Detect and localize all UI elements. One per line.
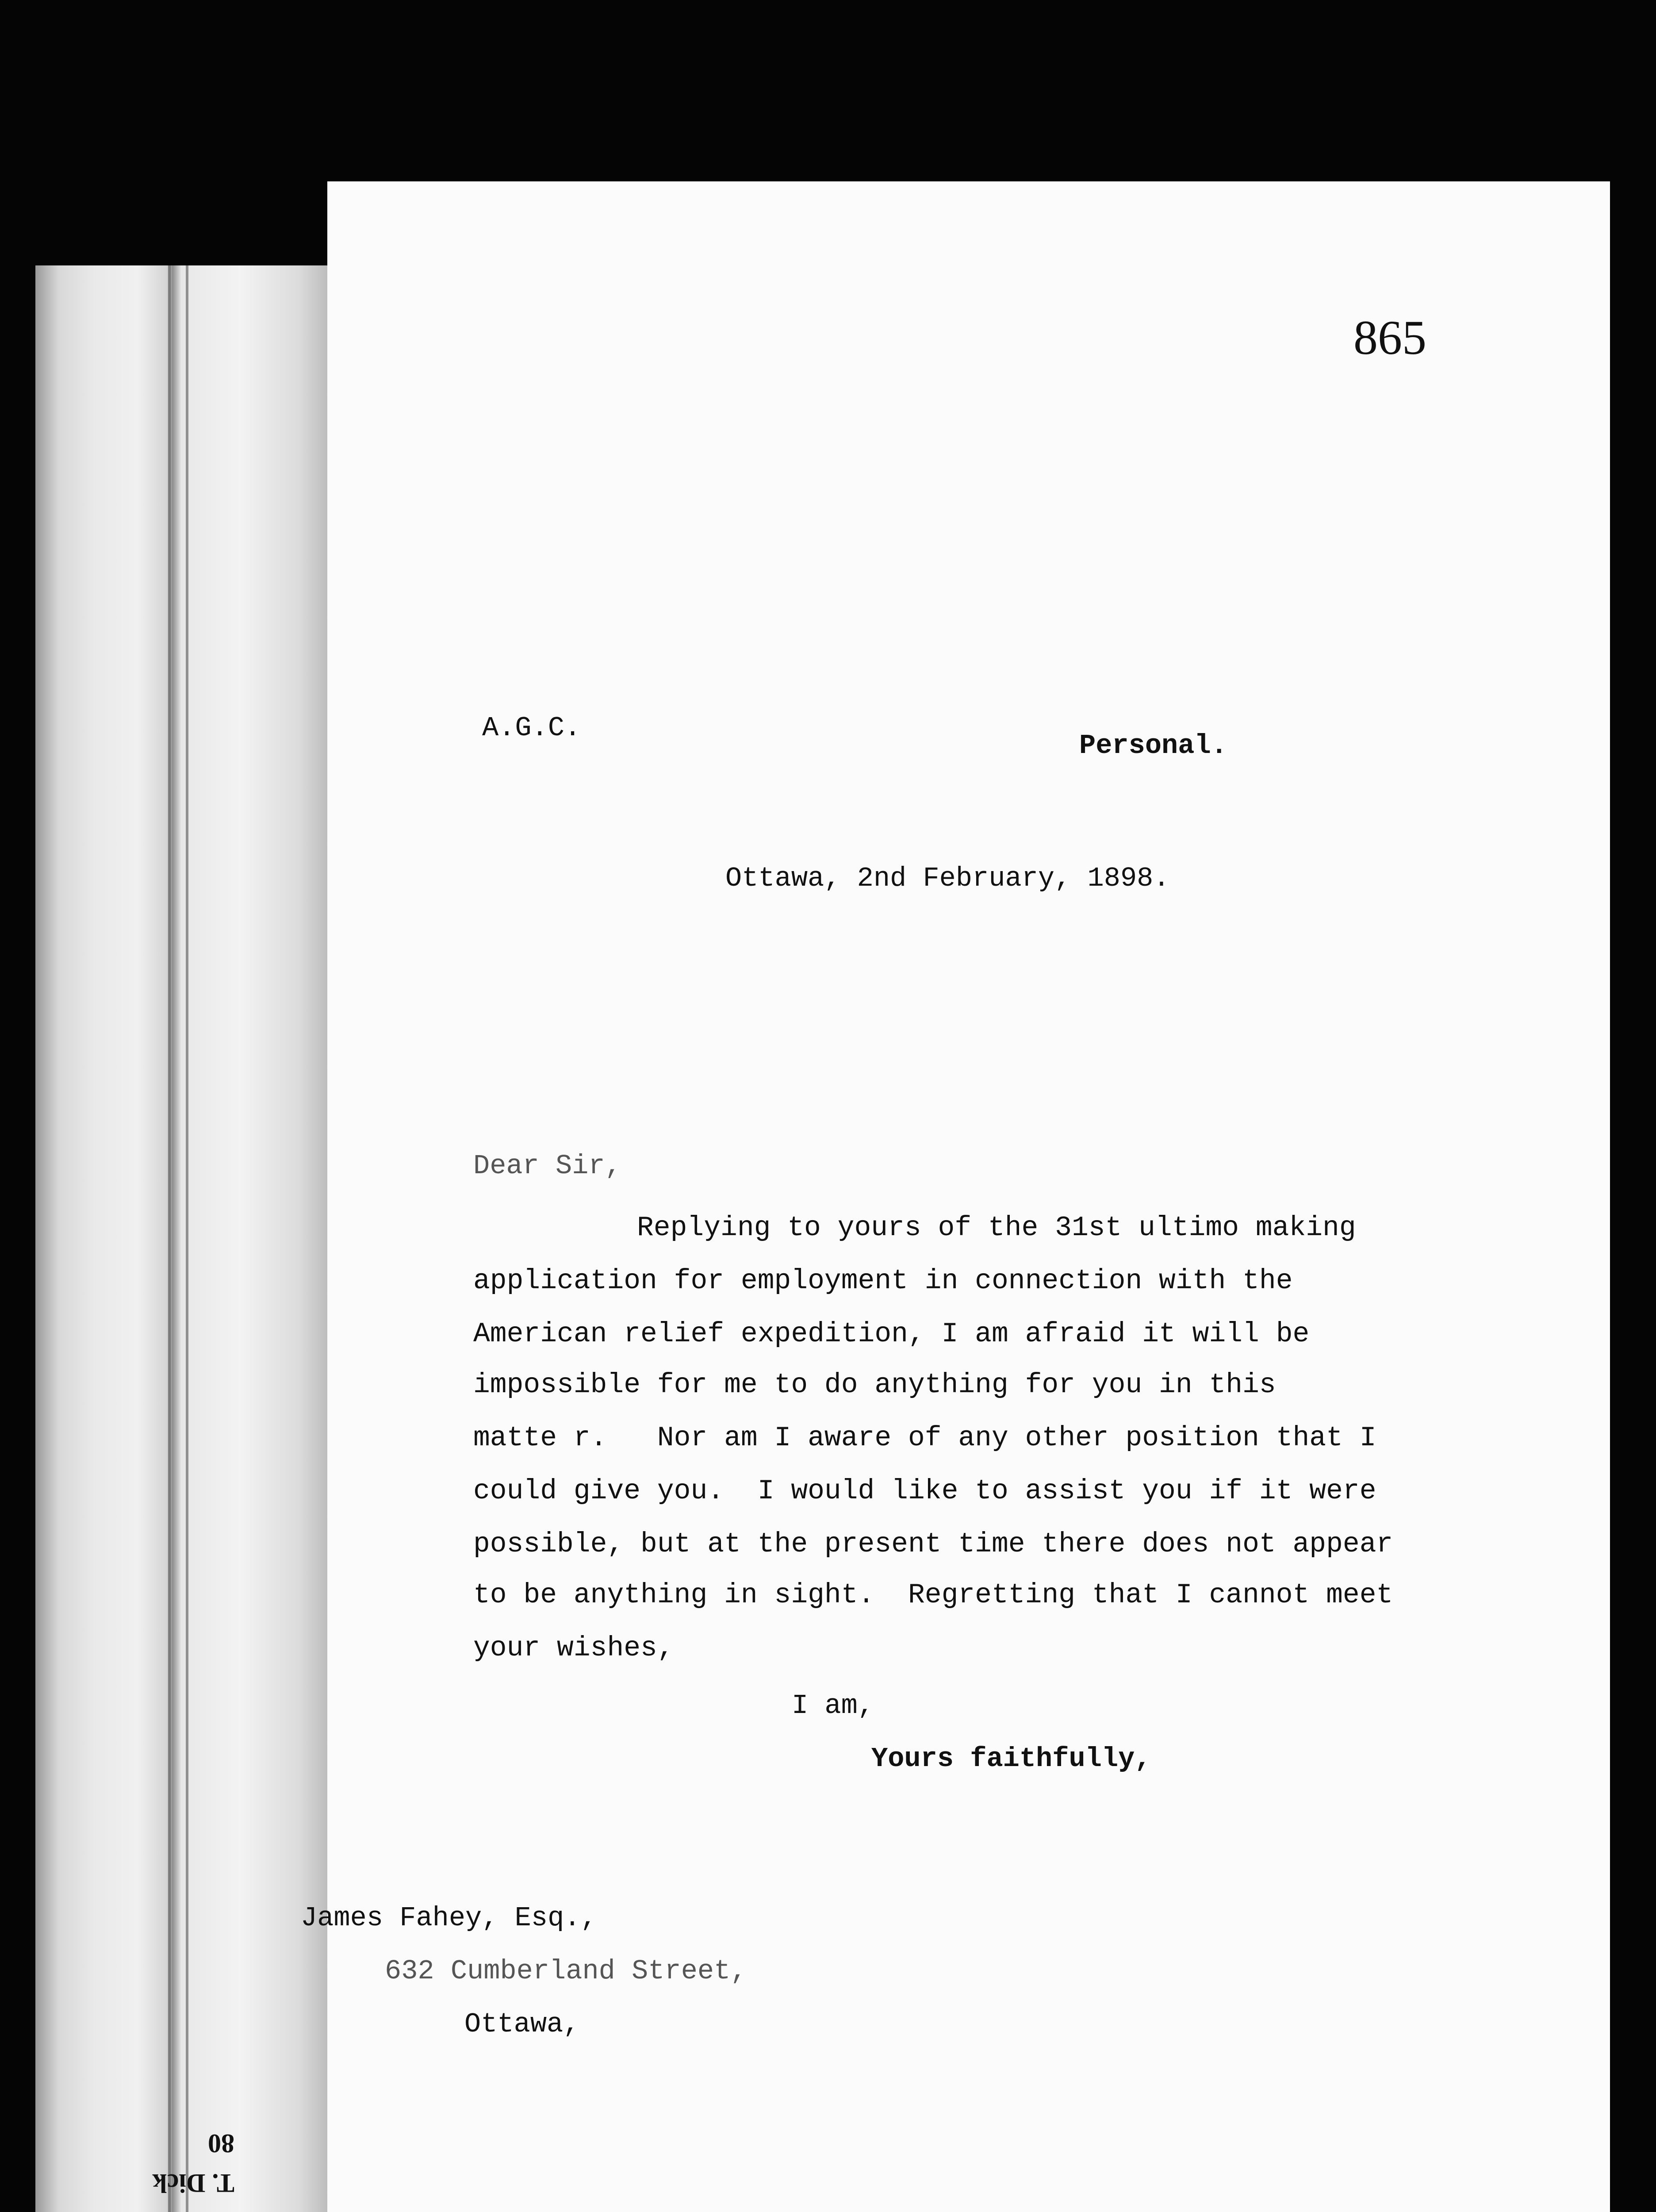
addressee-street: 632 Cumberland Street,	[385, 1955, 747, 1987]
closing-i-am: I am,	[792, 1690, 874, 1721]
letter-body-line: Replying to yours of the 31st ultimo making	[637, 1212, 1356, 1244]
letter-body-line: possible, but at the present time there does not appear	[473, 1528, 1393, 1560]
page-number: 865	[1353, 311, 1426, 365]
binding-fold-line	[186, 265, 188, 2212]
header-initials: A.G.C.	[482, 712, 581, 744]
addressee-city: Ottawa,	[464, 2008, 580, 2040]
letter-body-line: your wishes,	[473, 1632, 674, 1664]
letter-body-line: application for employment in connection with the	[473, 1265, 1293, 1297]
letter-body-line: could give you. I would like to assist you if it were	[473, 1475, 1376, 1507]
binding-margin-text	[102, 2124, 234, 2203]
letter-body-line: impossible for me to do anything for you in this	[473, 1369, 1276, 1401]
binding-text-line: 80	[208, 2129, 234, 2158]
salutation: Dear Sir,	[473, 1150, 621, 1182]
letter-body-line: American relief expedition, I am afraid it will be	[473, 1318, 1310, 1350]
addressee-name: James Fahey, Esq.,	[301, 1902, 597, 1934]
dateline: Ottawa, 2nd February, 1898.	[725, 863, 1170, 894]
binding-fold-line	[168, 265, 171, 2212]
binding-text-line: T. Dick	[152, 2169, 234, 2198]
closing-yours-faithfully: Yours faithfully,	[871, 1743, 1151, 1774]
personal-marking: Personal.	[1079, 730, 1227, 761]
letter-body-line: matte r. Nor am I aware of any other position that I	[473, 1422, 1376, 1454]
letter-body-line: to be anything in sight. Regretting that I cannot meet	[473, 1579, 1393, 1611]
binding-strip	[35, 265, 327, 2212]
